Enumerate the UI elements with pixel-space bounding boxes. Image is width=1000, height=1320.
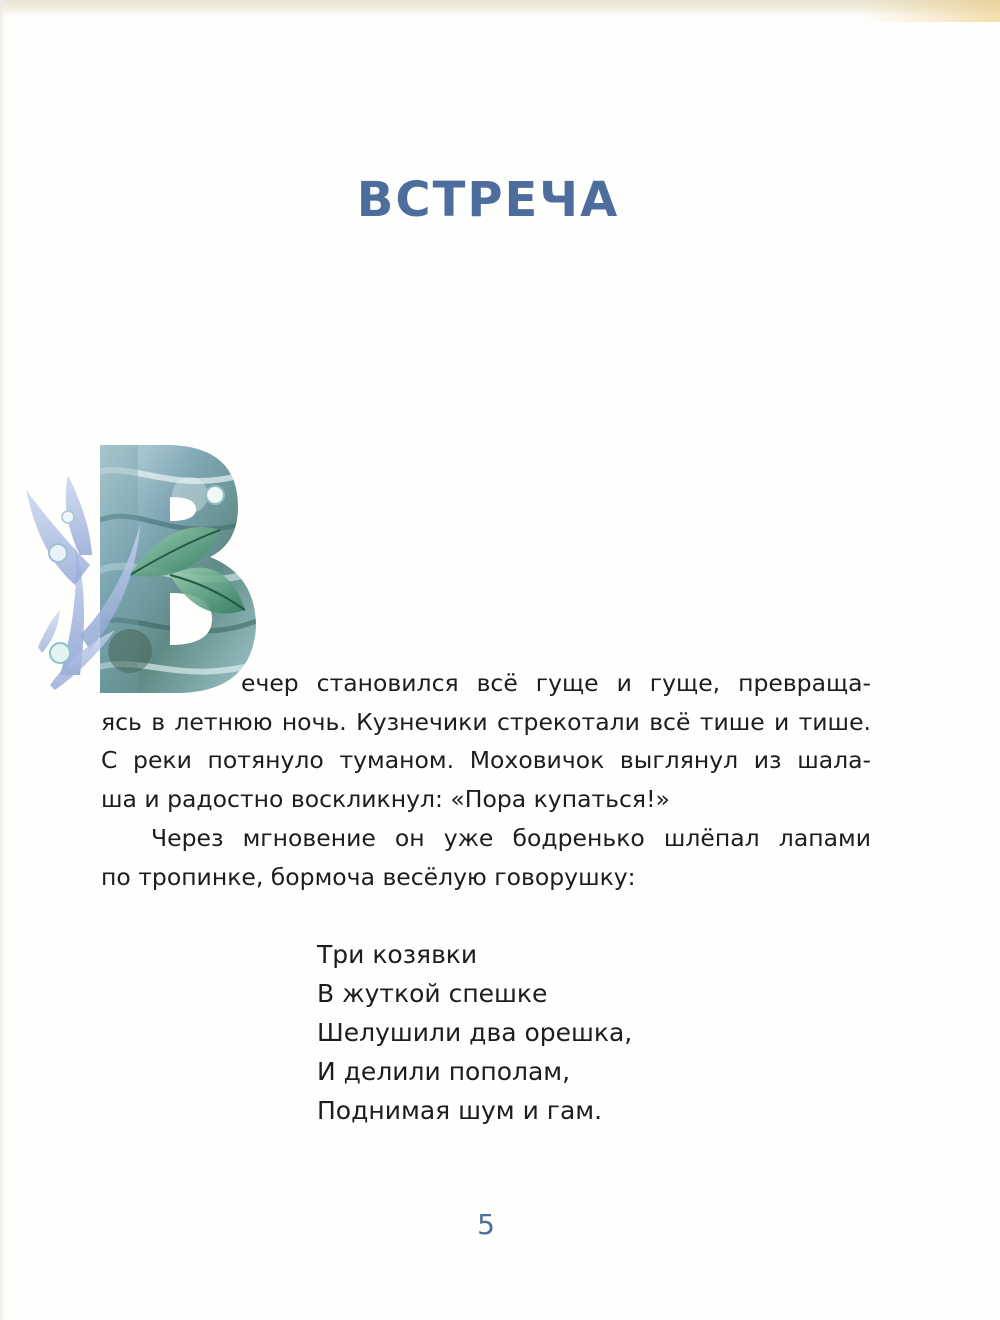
page-number: 5	[477, 1208, 495, 1241]
paragraph-1	[101, 664, 871, 818]
paragraph-line: по тропинке, бормоча весёлую говорушку:	[101, 862, 636, 891]
chapter-title: ВСТРЕЧА	[356, 172, 620, 228]
verse-line: Поднимая шум и гам.	[317, 1096, 603, 1125]
paragraph-line: ша и радостно воскликнул: «Пора купаться!»	[101, 784, 670, 813]
page-top-edge	[0, 0, 1000, 16]
paragraph-line: С реки потянуло туманом. Моховичок выглянул из шала-	[101, 746, 871, 774]
paragraph-line: Через мгновение он уже бодренько шлёпал лапами	[151, 824, 871, 852]
drop-cap-letter	[98, 442, 258, 694]
dew-drop	[49, 544, 67, 562]
verse-stanza	[317, 935, 632, 1130]
verse-line: Три козявки	[317, 940, 478, 969]
paragraph-line: ясь в летнюю ночь. Кузнечики стрекотали всё тише и тише.	[101, 707, 871, 736]
paragraph-line: ечер становился всё гуще и гуще, превраща-	[241, 669, 871, 697]
verse-line: В жуткой спешке	[317, 979, 548, 1008]
paragraph-2	[101, 819, 871, 896]
page-top-edge-tint	[860, 0, 1000, 22]
verse-line: И делили пополам,	[317, 1057, 571, 1086]
verse-line: Шелушили два орешка,	[317, 1018, 633, 1047]
